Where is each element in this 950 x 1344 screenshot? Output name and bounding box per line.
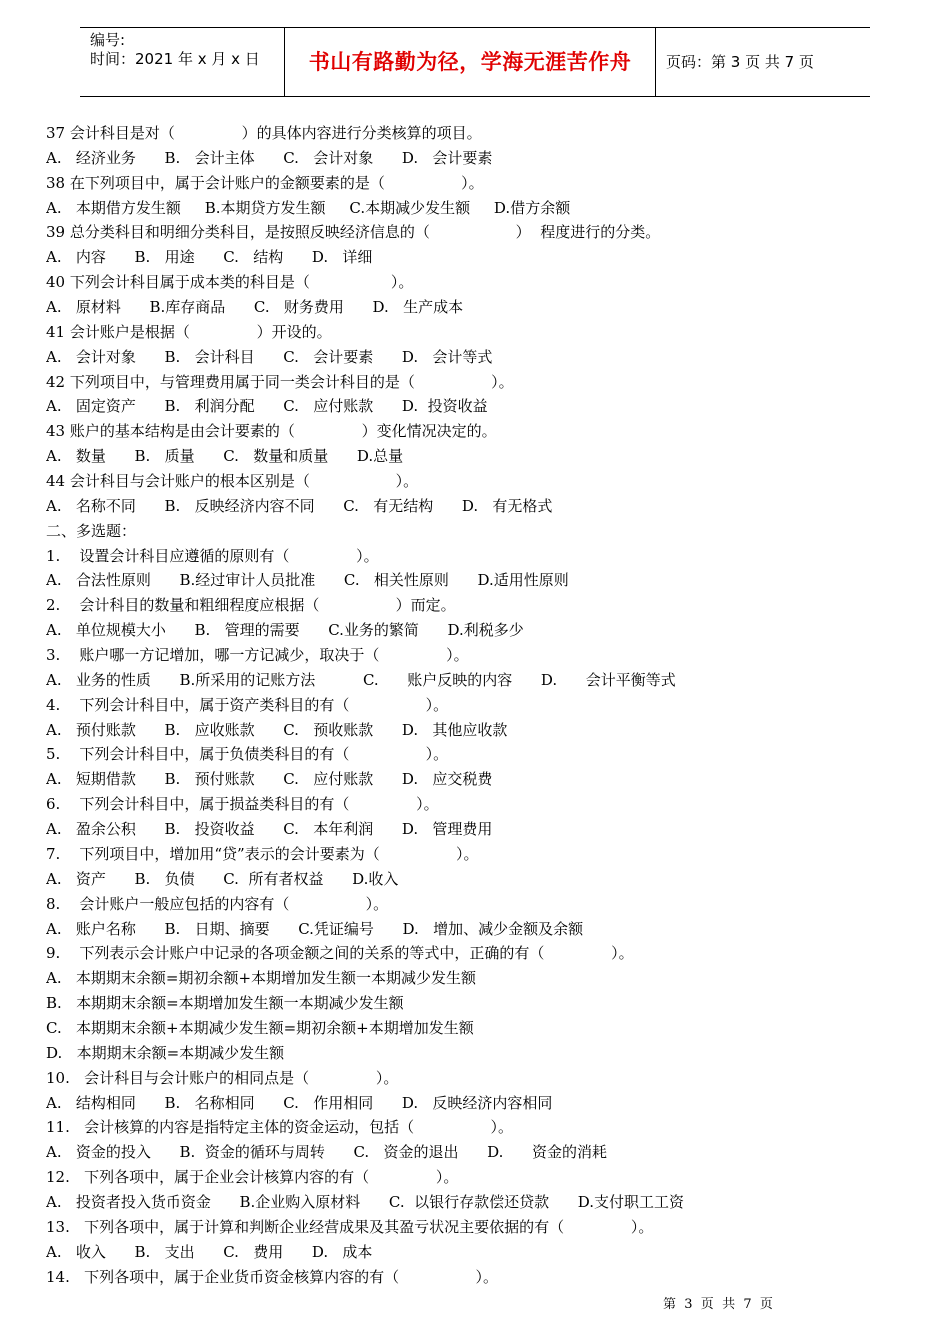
serial-label: 编号:: [90, 31, 126, 49]
text-line: A. 名称不同 B. 反映经济内容不同 C. 有无结构 D. 有无格式: [46, 496, 553, 515]
text-line: 2. 会计科目的数量和粗细程度应根据（ ）而定。: [46, 596, 456, 615]
document-body: [46, 121, 906, 1289]
page-footer: 第 3 页 共 7 页: [663, 1297, 773, 1312]
text-line: 6. 下列会计科目中，属于损益类科目的有（ ）。: [46, 795, 439, 814]
text-line: 7. 下列项目中，增加用“贷”表示的会计要素为（ ）。: [46, 844, 479, 863]
text-line: B. 本期期末余额=本期增加发生额一本期减少发生额: [46, 994, 404, 1013]
text-line: A. 合法性原则 B.经过审计人员批准 C. 相关性原则 D.适用性原则: [46, 571, 569, 590]
text-line: A. 原材料 B.库存商品 C. 财务费用 D. 生产成本: [46, 298, 464, 317]
text-line: A. 单位规模大小 B. 管理的需要 C.业务的繁简 D.利税多少: [46, 621, 524, 640]
header-page-info: 页码：第 3 页 共 7 页: [666, 53, 814, 71]
text-line: 3. 账户哪一方记增加，哪一方记减少，取决于（ ）。: [46, 646, 469, 665]
text-line: A. 盈余公积 B. 投资收益 C. 本年利润 D. 管理费用: [46, 820, 493, 839]
text-line: 4. 下列会计科目中，属于资产类科目的有（ ）。: [46, 695, 449, 714]
text-line: A. 会计对象 B. 会计科目 C. 会计要素 D. 会计等式: [46, 347, 493, 366]
text-line: 44 会计科目与会计账户的根本区别是（ ）。: [46, 472, 419, 491]
text-line: A. 本期借方发生额 B.本期贷方发生额 C.本期减少发生额 D.借方余额: [46, 198, 571, 217]
text-line: 10. 会计科目与会计账户的相同点是（ ）。: [46, 1068, 399, 1087]
text-line: A. 投资者投入货币资金 B.企业购入原材料 C. 以银行存款偿还贷款 D.支付职工工资: [46, 1192, 685, 1211]
text-line: A. 本期期末余额=期初余额+本期增加发生额一本期减少发生额: [46, 969, 477, 988]
text-line: 9. 下列表示会计账户中记录的各项金额之间的关系的等式中，正确的有（ ）。: [46, 944, 634, 963]
text-line: A. 预付账款 B. 应收账款 C. 预收账款 D. 其他应收款: [46, 720, 508, 739]
text-line: A. 结构相同 B. 名称相同 C. 作用相同 D. 反映经济内容相同: [46, 1093, 553, 1112]
text-line: 38 在下列项目中，属于会计账户的金额要素的是（ ）。: [46, 173, 484, 192]
text-line: A. 固定资产 B. 利润分配 C. 应付账款 D. 投资收益: [46, 397, 488, 416]
text-line: 37 会计科目是对（ ）的具体内容进行分类核算的项目。: [46, 124, 482, 142]
text-line: 39 总分类科目和明细分类科目，是按照反映经济信息的（ ） 程度进行的分类。: [46, 223, 661, 242]
text-line: 8. 会计账户一般应包括的内容有（ ）。: [46, 894, 389, 913]
text-line: 14. 下列各项中，属于企业货币资金核算内容的有（ ）。: [46, 1267, 498, 1286]
text-line: 1. 设置会计科目应遵循的原则有（ ）。: [46, 546, 379, 565]
text-line: 43 账户的基本结构是由会计要素的（ ）变化情况决定的。: [46, 422, 497, 441]
text-line: A. 资金的投入 B. 资金的循环与周转 C. 资金的退出 D. 资金的消耗: [46, 1143, 607, 1162]
text-line: D. 本期期末余额=本期减少发生额: [46, 1043, 285, 1062]
text-line: 13. 下列各项中，属于计算和判断企业经营成果及其盈亏状况主要依据的有（ ）。: [46, 1217, 654, 1236]
text-line: 40 下列会计科目属于成本类的科目是（ ）。: [46, 273, 414, 292]
text-line: 二、多选题：: [46, 521, 137, 540]
text-line: 42 下列项目中，与管理费用属于同一类会计科目的是（ ）。: [46, 372, 514, 391]
text-line: A. 业务的性质 B.所采用的记账方法 C. 账户反映的内容 D. 会计平衡等式: [46, 670, 676, 689]
text-line: A. 内容 B. 用途 C. 结构 D. 详细: [46, 248, 373, 267]
page-header: [80, 27, 870, 97]
text-line: A. 账户名称 B. 日期、摘要 C.凭证编号 D. 增加、减少金额及余额: [46, 919, 584, 938]
time-label: 时间：2021 年 x 月 x 日: [90, 50, 260, 68]
text-line: 41 会计账户是根据（ ）开设的。: [46, 322, 332, 341]
text-line: 5. 下列会计科目中，属于负债类科目的有（ ）。: [46, 745, 449, 764]
text-line: 12. 下列各项中，属于企业会计核算内容的有（ ）。: [46, 1168, 459, 1187]
text-line: A. 收入 B. 支出 C. 费用 D. 成本: [46, 1242, 373, 1261]
text-line: A. 经济业务 B. 会计主体 C. 会计对象 D. 会计要素: [46, 148, 493, 167]
text-line: A. 数量 B. 质量 C. 数量和质量 D.总量: [46, 447, 404, 466]
header-motto: 书山有路勤为径，学海无涯苦作舟: [285, 28, 656, 96]
header-meta-cell: [80, 28, 285, 96]
text-line: A. 资产 B. 负债 C. 所有者权益 D.收入: [46, 869, 399, 888]
text-line: C. 本期期末余额+本期减少发生额=期初余额+本期增加发生额: [46, 1018, 474, 1037]
text-line: 11. 会计核算的内容是指特定主体的资金运动，包括（ ）。: [46, 1118, 513, 1137]
text-line: A. 短期借款 B. 预付账款 C. 应付账款 D. 应交税费: [46, 770, 493, 789]
